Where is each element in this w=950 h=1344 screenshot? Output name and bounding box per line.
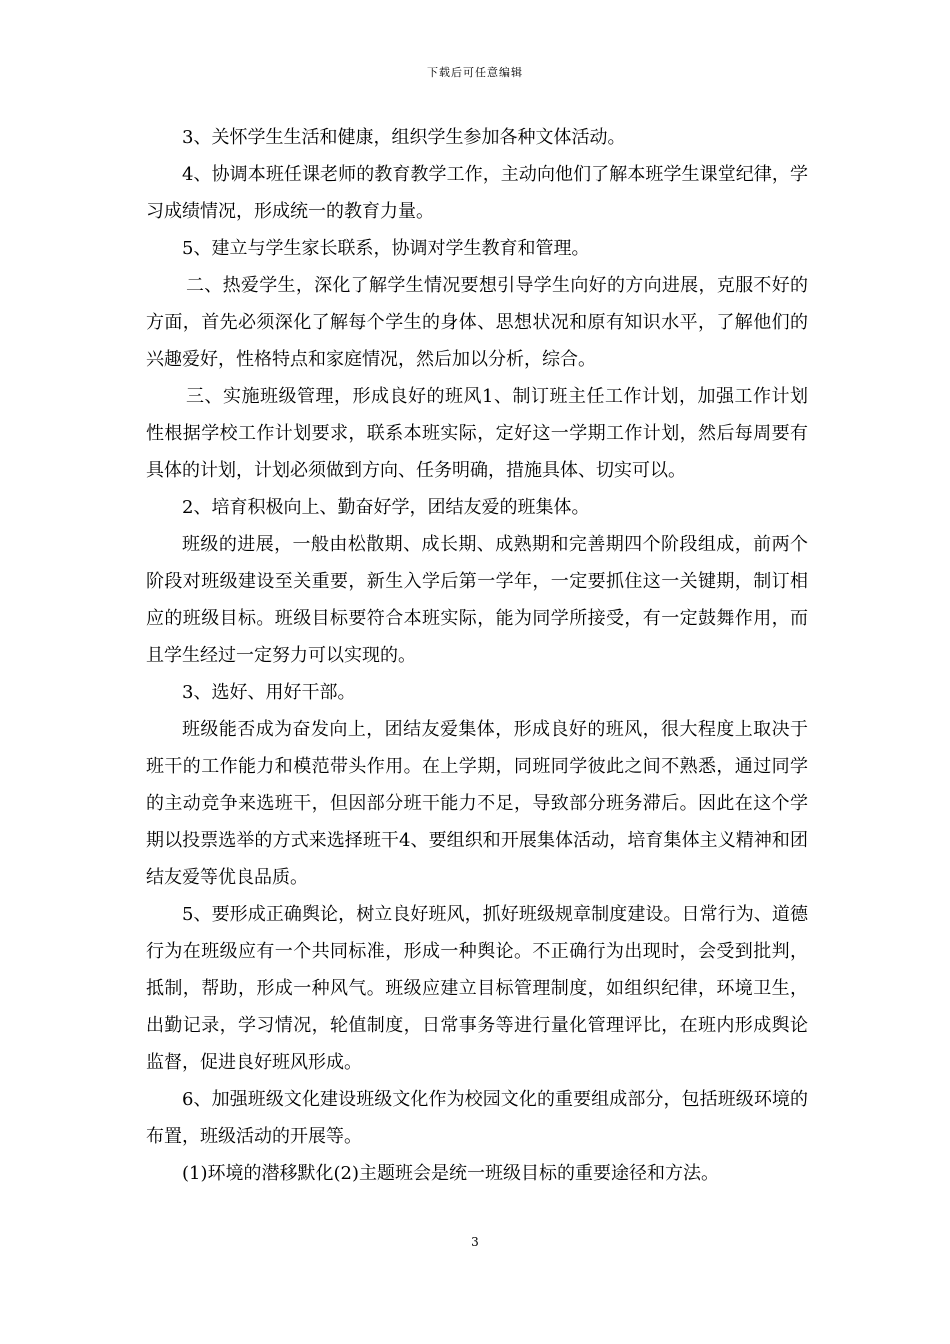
paragraph-item-5: 5、建立与学生家长联系，协调对学生教育和管理。: [182, 238, 590, 259]
paragraph-section-3: 三、实施班级管理，形成良好的班风1、制订班主任工作计划，加强工作计划性根据学校工作计划要求，联系本班实际，定好这一学期工作计划，然后每周要有具体的计划，计划必须做到方向、任务明确，措施具体、切实可以。: [146, 386, 808, 481]
page-header: 下载后可任意编辑: [427, 66, 523, 79]
paragraph-select-cadres: 3、选好、用好干部。: [182, 682, 356, 703]
paragraph-item-3: 3、关怀学生生活和健康，组织学生参加各种文体活动。: [182, 127, 626, 148]
paragraph-class-collective: 2、培育积极向上、勤奋好学，团结友爱的班集体。: [182, 497, 590, 518]
paragraph-public-opinion: 5、要形成正确舆论，树立良好班风，抓好班级规章制度建设。日常行为、道德行为在班级应有一个共同标准，形成一种舆论。不正确行为出现时，会受到批判，抵制，帮助，形成一种风气。班级应建立目标管理制度，如组织纪律，环境卫生，出勤记录，学习情况，轮值制度，日常事务等进行量化管理评比，在班内形成舆论监督，促进良好班风形成。: [146, 904, 808, 1073]
paragraph-class-development: 班级的进展，一般由松散期、成长期、成熟期和完善期四个阶段组成，前两个阶段对班级建设至关重要，新生入学后第一学年，一定要抓住这一关键期，制订相应的班级目标。班级目标要符合本班实际，能为同学所接受，有一定鼓舞作用，而且学生经过一定努力可以实现的。: [146, 534, 808, 666]
paragraph-item-4: 4、协调本班任课老师的教育教学工作，主动向他们了解本班学生课堂纪律，学习成绩情况，形成统一的教育力量。: [146, 164, 808, 222]
paragraph-class-cadres: 班级能否成为奋发向上，团结友爱集体，形成良好的班风，很大程度上取决于班干的工作能力和模范带头作用。在上学期，同班同学彼此之间不熟悉，通过同学的主动竞争来选班干，但因部分班干能力不足，导致部分班务滞后。因此在这个学期以投票选举的方式来选择班干4、要组织和开展集体活动，培育集体主义精神和团结友爱等优良品质。: [146, 719, 808, 888]
paragraph-class-culture: 6、加强班级文化建设班级文化作为校园文化的重要组成部分，包括班级环境的布置，班级活动的开展等。: [146, 1089, 808, 1147]
paragraph-section-2: 二、热爱学生，深化了解学生情况要想引导学生向好的方向进展，克服不好的方面，首先必须深化了解每个学生的身体、思想状况和原有知识水平，了解他们的兴趣爱好，性格特点和家庭情况，然后加以分析，综合。: [146, 275, 808, 370]
page-number: 3: [471, 1235, 479, 1249]
document-body: [146, 119, 808, 1192]
paragraph-environment: (1)环境的潜移默化(2)主题班会是统一班级目标的重要途径和方法。: [182, 1163, 719, 1184]
